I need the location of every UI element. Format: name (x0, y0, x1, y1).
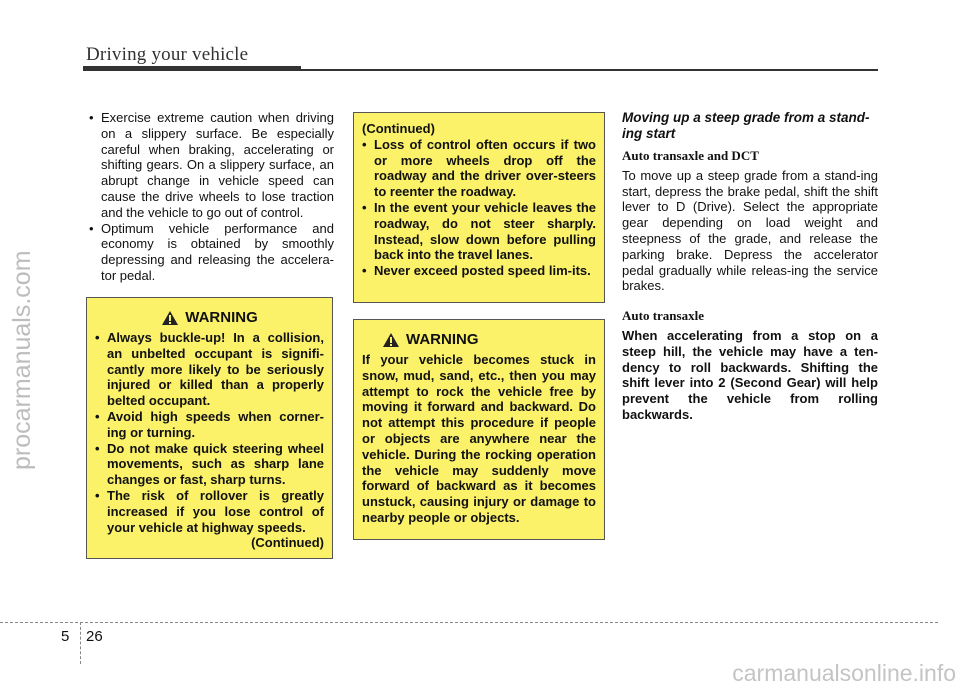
warning-box-safety (86, 297, 333, 559)
subsection-heading-dct: Auto transaxle and DCT (622, 148, 759, 163)
left-column (86, 110, 334, 284)
warning-1-item-4: • The risk of rollover is greatly increased if you lose control of your vehicle at highway speeds. (95, 488, 324, 535)
continued-item-2: • In the event your vehicle leaves the roadway, do not steer sharply. Instead, slow down before pulling back into the travel lanes. (362, 200, 596, 263)
warning-1-item-2: • Avoid high speeds when corner-ing or turning. (95, 409, 324, 441)
header-rule-thick (83, 66, 301, 71)
side-watermark: procarmanuals.com (8, 250, 36, 470)
warning-heading-label: WARNING (406, 331, 479, 349)
warning-1-item-1: • Always buckle-up! In a collision, an unbelted occupant is signifi-cantly more likely to be seriously injured or killed than a properly belted occupant. (95, 330, 324, 409)
continued-heading: (Continued) (362, 121, 435, 136)
left-bullet-list (86, 110, 334, 284)
continued-item-3: • Never exceed posted speed lim-its. (362, 263, 596, 279)
header-rule-thin (301, 69, 878, 71)
warning-heading-label: WARNING (185, 309, 258, 327)
warning-triangle-icon (161, 310, 179, 326)
continued-label: (Continued) (251, 535, 324, 551)
bottom-watermark: carmanualsonline.info (732, 660, 956, 686)
section-title: Moving up a steep grade from a stand-ing start (622, 110, 870, 141)
page-header-title: Driving your vehicle (86, 44, 249, 65)
warning-heading (362, 330, 596, 350)
warning-box-stuck (353, 319, 605, 540)
subsection-text-dct: To move up a steep grade from a stand-ing start, depress the brake pedal, shift the shift lever to D (Drive). Select the appropriate gear depending on load weight and steepness of the grade, and release the parking brake. Depress the accelerator pedal gradually while releas-ing the service brakes. (622, 167, 878, 294)
continued-list (362, 137, 596, 279)
warning-heading (95, 308, 324, 328)
footer-rule (0, 622, 938, 623)
subsection-text-auto: When accelerating from a stop on a steep hill, the vehicle may have a ten-dency to roll backwards. Shifting the shift lever into 2 (Second Gear) will help prevent the vehicle from rolling backwards. (622, 327, 878, 422)
continued-item-1: • Loss of control often occurs if two or more wheels drop off the roadway and the driver over-steers to reenter the roadway. (362, 137, 596, 200)
warning-2-text: If your vehicle becomes stuck in snow, mud, sand, etc., then you may attempt to rock the vehicle free by moving it forward and backward. Do not attempt this procedure if people or objects are anywhere near the vehicle. During the rocking operation the vehicle may suddenly move forward of backward as it becomes unstuck, causing injury or damage to nearby people or objects. (362, 352, 596, 525)
warning-1-item-3: • Do not make quick steering wheel movements, such as sharp lane changes or fast, sharp turns. (95, 441, 324, 488)
left-bullet-1: • Exercise extreme caution when driving on a slippery surface. Be especially careful when braking, accelerating or shifting gears. On a slippery surface, an abrupt change in vehicle speed can cause the drive wheels to lose traction and the vehicle to go out of control. (86, 110, 334, 221)
subsection-heading-auto: Auto transaxle (622, 308, 704, 324)
page-number: 26 (86, 628, 103, 645)
continued-warning-box (353, 112, 605, 303)
footer-divider (80, 622, 81, 664)
left-bullet-2: • Optimum vehicle performance and economy is obtained by smoothly depressing and releasing the accelera-tor pedal. (86, 221, 334, 284)
warning-1-list (95, 330, 324, 535)
right-column (622, 110, 878, 423)
chapter-number: 5 (61, 628, 70, 645)
warning-triangle-icon (382, 332, 400, 348)
